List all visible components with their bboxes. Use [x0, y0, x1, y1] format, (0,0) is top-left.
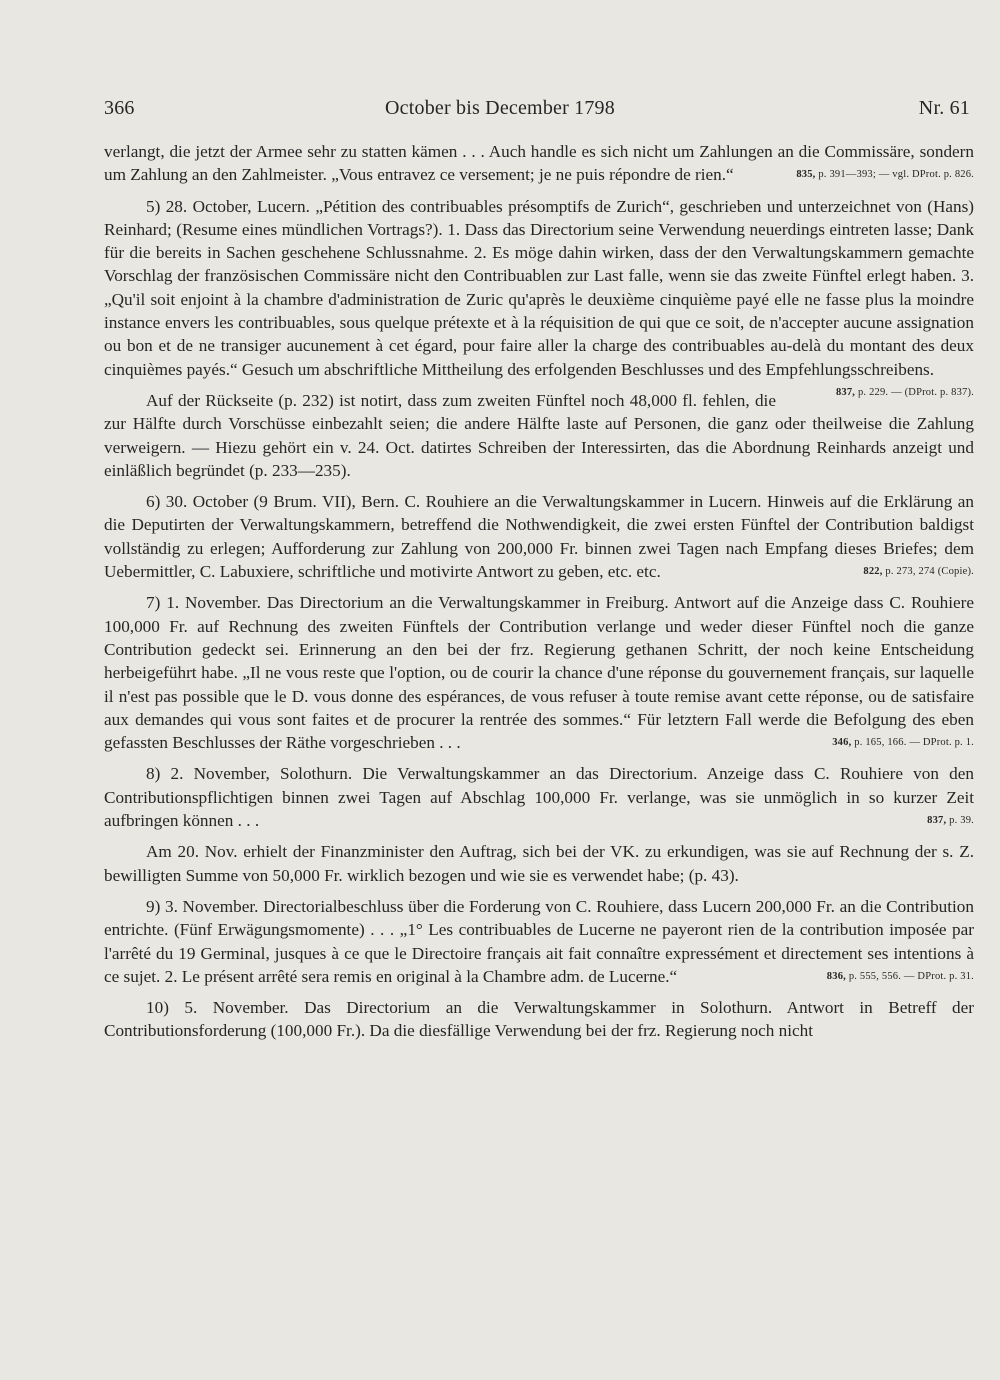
entry-6 — [104, 490, 974, 583]
archive-reference — [785, 965, 974, 988]
reference-pages: p. 165, 166. — DProt. p. 1. — [854, 737, 974, 749]
reference-pages: p. 391—393; — vgl. DProt. p. 826. — [818, 169, 974, 181]
paragraph-text: 5) 28. October, Lucern. „Pétition des contribuables présomptifs de Zurich“, geschrieben und unterzeichnet von (Hans) Reinhard; (Resume eines mündlichen Vortrags?). 1. Dass das Directorium seine Verwendung neuerdings eintreten lasse; Dank für die bereits in Sachen geschehene Schlussnahme. 2. Es möge dahin wirken, dass der den Verwaltungskammern gemachte Vorschlag der französischen Commissäre nicht den Contribuablen zur Last falle, wenn sie das zweite Fünftel erlegt haben. 3. „Qu'il soit enjoint à la chambre d'administration de Zuric qu'après le deuxième cinquième payé elle ne fasse plus la moindre instance envers les contribuables, sous quelque prétexte et à la réquisition de qui que ce soit, de n'accepter aucune assignation ou bon et de ne transiger aucunement à cet égard, pour faire aller la charge des contribuables au-delà du montant des deux cinquièmes payés.“ Gesuch um abschriftliche Mittheilung des erfolgenden Beschlusses und des Empfehlungsschreibens. — [104, 196, 974, 379]
reference-volume: 346, — [832, 737, 852, 749]
archive-reference — [796, 163, 974, 186]
paragraph-text: 10) 5. November. Das Directorium an die Verwaltungskammer in Solothurn. Antwort in Betreff der Contributionsforderung (100,000 Fr.). Da die diesfällige Verwendung bei der frz. Regierung noch nicht — [104, 998, 974, 1041]
paragraph-text: 8) 2. November, Solothurn. Die Verwaltungskammer an das Directorium. Anzeige dass C. Rouhiere von den Contributionspflichtigen binnen zwei Tagen auf Abschlag 100,000 Fr. verlange, was sie unmöglich in so kurzer Zeit aufbringen können . . . — [104, 764, 974, 831]
entry-5 — [104, 195, 974, 398]
text-body — [104, 140, 974, 1051]
entry-7 — [104, 591, 974, 754]
paragraph-text: verlangt, die jetzt der Armee sehr zu statten kämen . . . Auch handle es sich nicht um Zahlungen an die Commissäre, sondern um Zahlung an den Zahlmeister. „Vous entravez ce versement; je ne puis répondre de rien.“ — [104, 142, 974, 185]
reference-pages: p. 229. — (DProt. p. 837). — [857, 386, 974, 398]
archive-reference — [794, 381, 974, 404]
reference-pages: p. 39. — [949, 815, 974, 827]
archive-reference — [885, 809, 974, 832]
archive-reference — [821, 560, 974, 583]
note-paragraph — [104, 840, 974, 887]
reference-pages: p. 273, 274 (Copie). — [885, 566, 974, 578]
page-number: 366 — [104, 97, 135, 119]
archive-reference — [790, 731, 974, 754]
paragraph-text: 6) 30. October (9 Brum. VII), Bern. C. Rouhiere an die Verwaltungskammer in Lucern. Hinweis auf die Erklärung an die Deputirten der Verwaltungskammern, betreffend die Nothwendigkeit, die zwei ersten Fünftel der Contribution baldigst vollständig zu erlegen; Aufforderung zur Zahlung von 200,000 Fr. binnen zwei Tagen nach Empfang dieses Briefes; dem Uebermittler, C. Labuxiere, schriftliche und motivirte Antwort zu geben, etc. etc. — [104, 492, 974, 582]
reference-volume: 837, — [835, 386, 856, 398]
entry-8 — [104, 762, 974, 832]
paragraph-text: Auf der Rückseite (p. 232) ist notirt, dass zum zweiten Fünftel noch 48,000 fl. fehlen, die zur Hälfte durch Vorschüsse einbezahlt seien; die andere Hälfte laste auf Personen, die ganz oder theilweise die Zahlung verweigern. — Hiezu gehört ein v. 24. Oct. datirtes Schreiben der Interessirten, das die Abordnung Reinhards anzeigt und einläßlich begründet (p. 233—235). — [104, 390, 974, 480]
paragraph-text: Am 20. Nov. erhielt der Finanzminister den Auftrag, sich bei der VK. zu erkundigen, was sie auf Rechnung der s. Z. bewilligten Summe von 50,000 Fr. wirklich bezogen und wie sie es verwendet habe; (p. 43). — [104, 842, 974, 885]
reference-volume: 835, — [796, 169, 816, 181]
paragraph-text: 9) 3. November. Directorialbeschluss über die Forderung von C. Rouhiere, dass Lucern 200,000 Fr. an die Contribution entrichte. (Fünf Erwägungsmomente) . . . „1° Les contribuables de Lucerne ne payeront rien de la contribution imposée par l'arrêté du 19 Germinal, jusques à ce que le Directoire français ait fait connaître expressément et directement ses intentions à ce sujet. 2. Le présent arrêté sera remis en original à la Chambre adm. de Lucerne.“ — [104, 896, 974, 986]
entry-10 — [104, 996, 974, 1043]
reference-volume: 836, — [826, 970, 846, 982]
reference-volume: 837, — [927, 815, 947, 827]
reference-pages: p. 555, 556. — DProt. p. 31. — [848, 970, 974, 982]
paragraph-continuation — [104, 140, 974, 187]
entry-9 — [104, 895, 974, 988]
reference-volume: 822, — [863, 566, 883, 578]
running-title: October bis December 1798 — [385, 97, 615, 119]
document-number: Nr. 61 — [918, 97, 970, 119]
paragraph-text: 7) 1. November. Das Directorium an die Verwaltungskammer in Freiburg. Antwort auf die Anzeige dass C. Rouhiere 100,000 Fr. auf Rechnung des zweiten Fünftels der Contribution verlange und weder dieser Fünftel noch die ganze Contribution gedeckt sei. Erinnerung an den bei der frz. Regierung gethanen Schritt, der noch keine Entscheidung herbeigeführt habe. „Il ne vous reste que l'option, ou de courir la chance d'une réponse du gouvernement français, sur laquelle il n'est pas possible que le D. vous donne des espérances, de vous refuser à toute remise avant cette réponse, ou de satisfaire aux demandes qui vous sont faites et de procurer la rentrée des sommes.“ Für letztern Fall werde die Befolgung des eben gefassten Beschlusses der Räthe vorgeschrieben . . . — [104, 593, 974, 753]
